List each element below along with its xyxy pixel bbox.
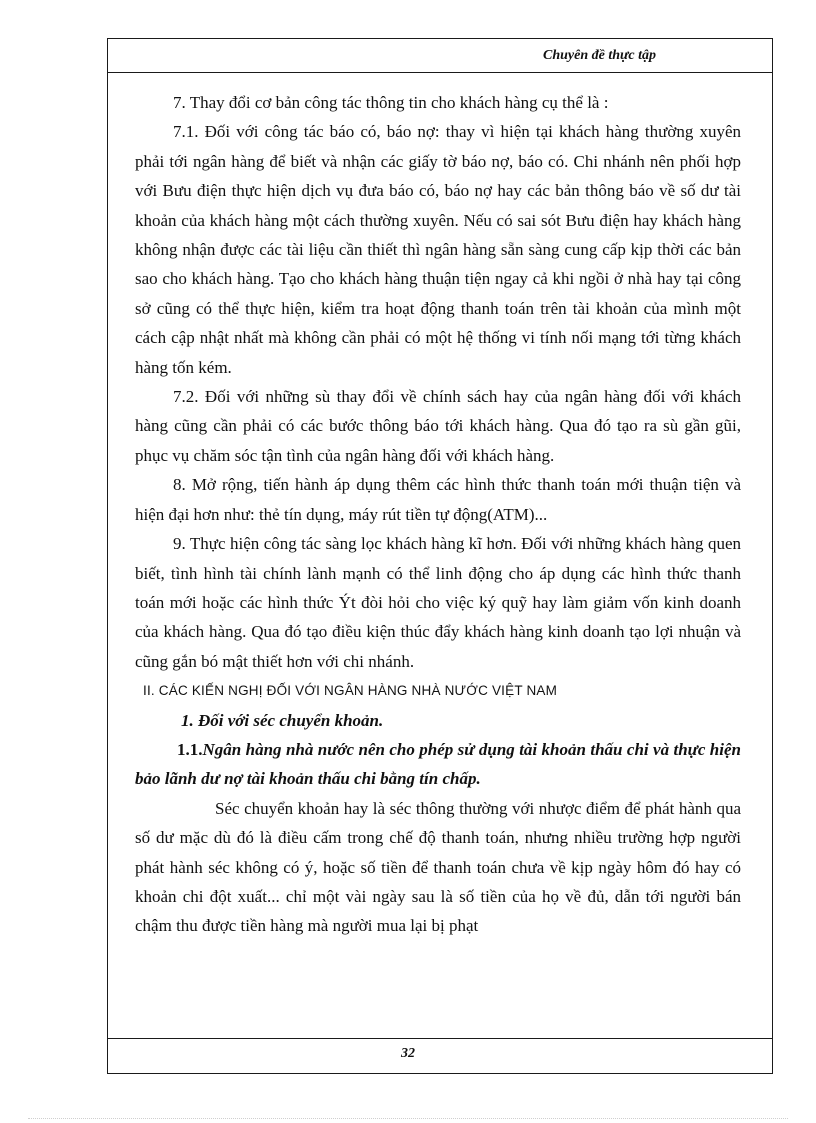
final-paragraph: Séc chuyển khoản hay là séc thông thường với nhược điểm để phát hành qua số dư mặc dù đó là điều cấm trong chế độ thanh toán, nhưng nhiều trường hợp người phát hành séc không có ý, hoặc số tiền để thanh toán chưa về kịp ngày hôm đó hay có khoản chi đột xuất... chỉ một vài ngày sau là số tiền của họ về đủ, dẫn tới người bán chậm thu được tiền hàng mà người mua lại bị phạt bbox=[135, 798, 741, 936]
sub-heading: 1. Đối với séc chuyển khoản. bbox=[181, 710, 384, 730]
paragraph-7-2: 7.2. Đối với những sù thay đổi về chính sách hay của ngân hàng đối với khách hàng cũng cần phải có các bước thông báo tới khách hàng. Qua đó tạo ra sù gần gũi, phục vụ chăm sóc tận tình của ngân hàng đối với khách hàng. bbox=[135, 387, 741, 465]
paragraph-9: 9. Thực hiện công tác sàng lọc khách hàng kĩ hơn. Đối với những khách hàng quen biết, tình hình tài chính lành mạnh có thể linh động cho áp dụng các hình thức thanh toán mới hoặc các hình thức Ýt đòi hỏi cho việc ký quỹ hay làm giảm vốn kinh doanh của khách hàng. Qua đó tạo điều kiện thúc đẩy khách hàng kinh doanh tạo lợi nhuận và cũng gắn bó mật thiết hơn với chi nhánh. bbox=[135, 534, 741, 671]
page-break-line bbox=[28, 1118, 788, 1119]
subsub-heading-number: 1.1. bbox=[177, 739, 203, 759]
document-body bbox=[135, 88, 741, 941]
paragraph-8: 8. Mở rộng, tiến hành áp dụng thêm các hình thức thanh toán mới thuận tiện và hiện đại hơn như: thẻ tín dụng, máy rút tiền tự động(ATM)... bbox=[135, 475, 741, 524]
header-rule bbox=[107, 72, 773, 73]
section-heading: II. CÁC KIẾN NGHỊ ĐỐI VỚI NGÂN HÀNG NHÀ NƯỚC VIỆT NAM bbox=[143, 683, 558, 699]
paragraph-7: 7. Thay đổi cơ bản công tác thông tin cho khách hàng cụ thể là : bbox=[173, 93, 609, 112]
footer-rule bbox=[107, 1038, 773, 1039]
subsub-heading bbox=[135, 735, 741, 794]
paragraph-7-1: 7.1. Đối với công tác báo có, báo nợ: thay vì hiện tại khách hàng thường xuyên phải tới ngân hàng để biết và nhận các giấy tờ báo nợ, báo có. Chi nhánh nên phối hợp với Bưu điện thực hiện dịch vụ đưa báo có, báo nợ hay các bản thông báo về số dư tài khoản của khách hàng một cách thường xuyên. Nếu có sai sót Bưu điện hay khách hàng không nhận được các tài liệu cần thiết thì ngân hàng sẵn sàng cung cấp kịp thời các bản sao cho khách hàng. Tạo cho khách hàng thuận tiện ngay cả khi ngồi ở nhà hay tại công sở cũng có thể thực hiện, kiểm tra hoạt động thanh toán trên tài khoản của mình một cách cập nhật nhất mà không cần phải có một hệ thống vi tính nối mạng tới từng khách hàng tốn kém. bbox=[135, 122, 741, 377]
page-number: 32 bbox=[401, 1046, 415, 1061]
running-header: Chuyên đề thực tập bbox=[542, 48, 656, 63]
subsub-heading-text: Ngân hàng nhà nước nên cho phép sử dụng tài khoản thấu chi và thực hiện bảo lãnh dư nợ tài khoản thấu chi bằng tín chấp. bbox=[135, 739, 741, 789]
